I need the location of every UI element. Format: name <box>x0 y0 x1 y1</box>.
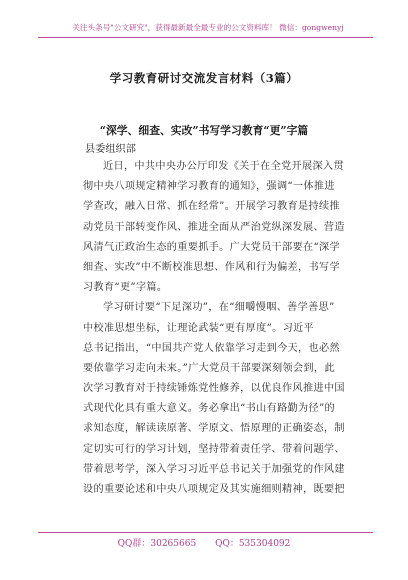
header-notice: 关注头条号"公文研究"，获得最新最全最专业的公文资料库！ 微信：gongwenyj <box>72 23 344 32</box>
paragraph-line: 动党员干部转变作风、推进全面从严治党纵深发展、营造 <box>83 221 345 233</box>
paragraph-line: 习教育“更”字篇。 <box>83 282 168 294</box>
footer-contact <box>0 536 408 549</box>
section-title: “深学、细查、实改”书写学习教育“更”字篇 <box>99 124 309 137</box>
paragraph-line: 带着思考学，深入学习习近平总书记关于加强党的作风建 <box>83 463 345 475</box>
paragraph-line: 总书记指出，“中国共产党人依靠学习走到今天，也必然 <box>83 342 340 354</box>
header-divider <box>38 37 373 38</box>
paragraph-line: 近日，中共中央办公厅印发《关于在全党开展深入贯 <box>103 161 344 172</box>
paragraph-line: 要依靠学习走向未来。”广大党员干部要深刻领会到，此 <box>83 362 335 374</box>
footer-divider <box>38 532 373 533</box>
paragraph-line: 彻中央八项规定精神学习教育的通知》，强调“一体推进 <box>83 181 335 193</box>
author-label: 县委组织部 <box>85 144 136 155</box>
paragraph-line: 风清气正政治生态的重要抓手。广大党员干部要在“深学 <box>83 241 340 253</box>
document-title: 学习教育研讨交流发言材料（3篇） <box>109 71 299 85</box>
paragraph-line: 学习研讨要“下足深功”，在“细嚼慢咽、善学善思” <box>103 302 335 314</box>
qq-group-number: QQ群：30265665 <box>117 539 197 549</box>
paragraph-line: 设的重要论述和中央八项规定及其实施细则精神，既要把 <box>83 484 345 495</box>
paragraph-line: 中校准思想坐标，让理论武装“更有厚度”。习近平 <box>83 322 315 334</box>
paragraph-line: 细查、实改”中不断校准思想、作风和行为偏差，书写学 <box>83 261 340 273</box>
paragraph-line: 求知态度，解读读原著、学原文、悟原理的正确姿态，制 <box>83 423 345 435</box>
qq-number: QQ：535304092 <box>215 539 291 549</box>
paragraph-line: 定切实可行的学习计划，坚持带着责任学、带着问题学、 <box>83 443 345 455</box>
paragraph-line: 式现代化具有重大意义。务必拿出“书山有路勤为径”的 <box>83 403 335 415</box>
body-text <box>83 157 365 500</box>
paragraph-line: 次学习教育对于持续锤炼党性修养，以优良作风推进中国 <box>83 383 345 395</box>
paragraph-line: 学查改，融入日常、抓在经常”。开展学习教育是持续推 <box>83 201 340 213</box>
